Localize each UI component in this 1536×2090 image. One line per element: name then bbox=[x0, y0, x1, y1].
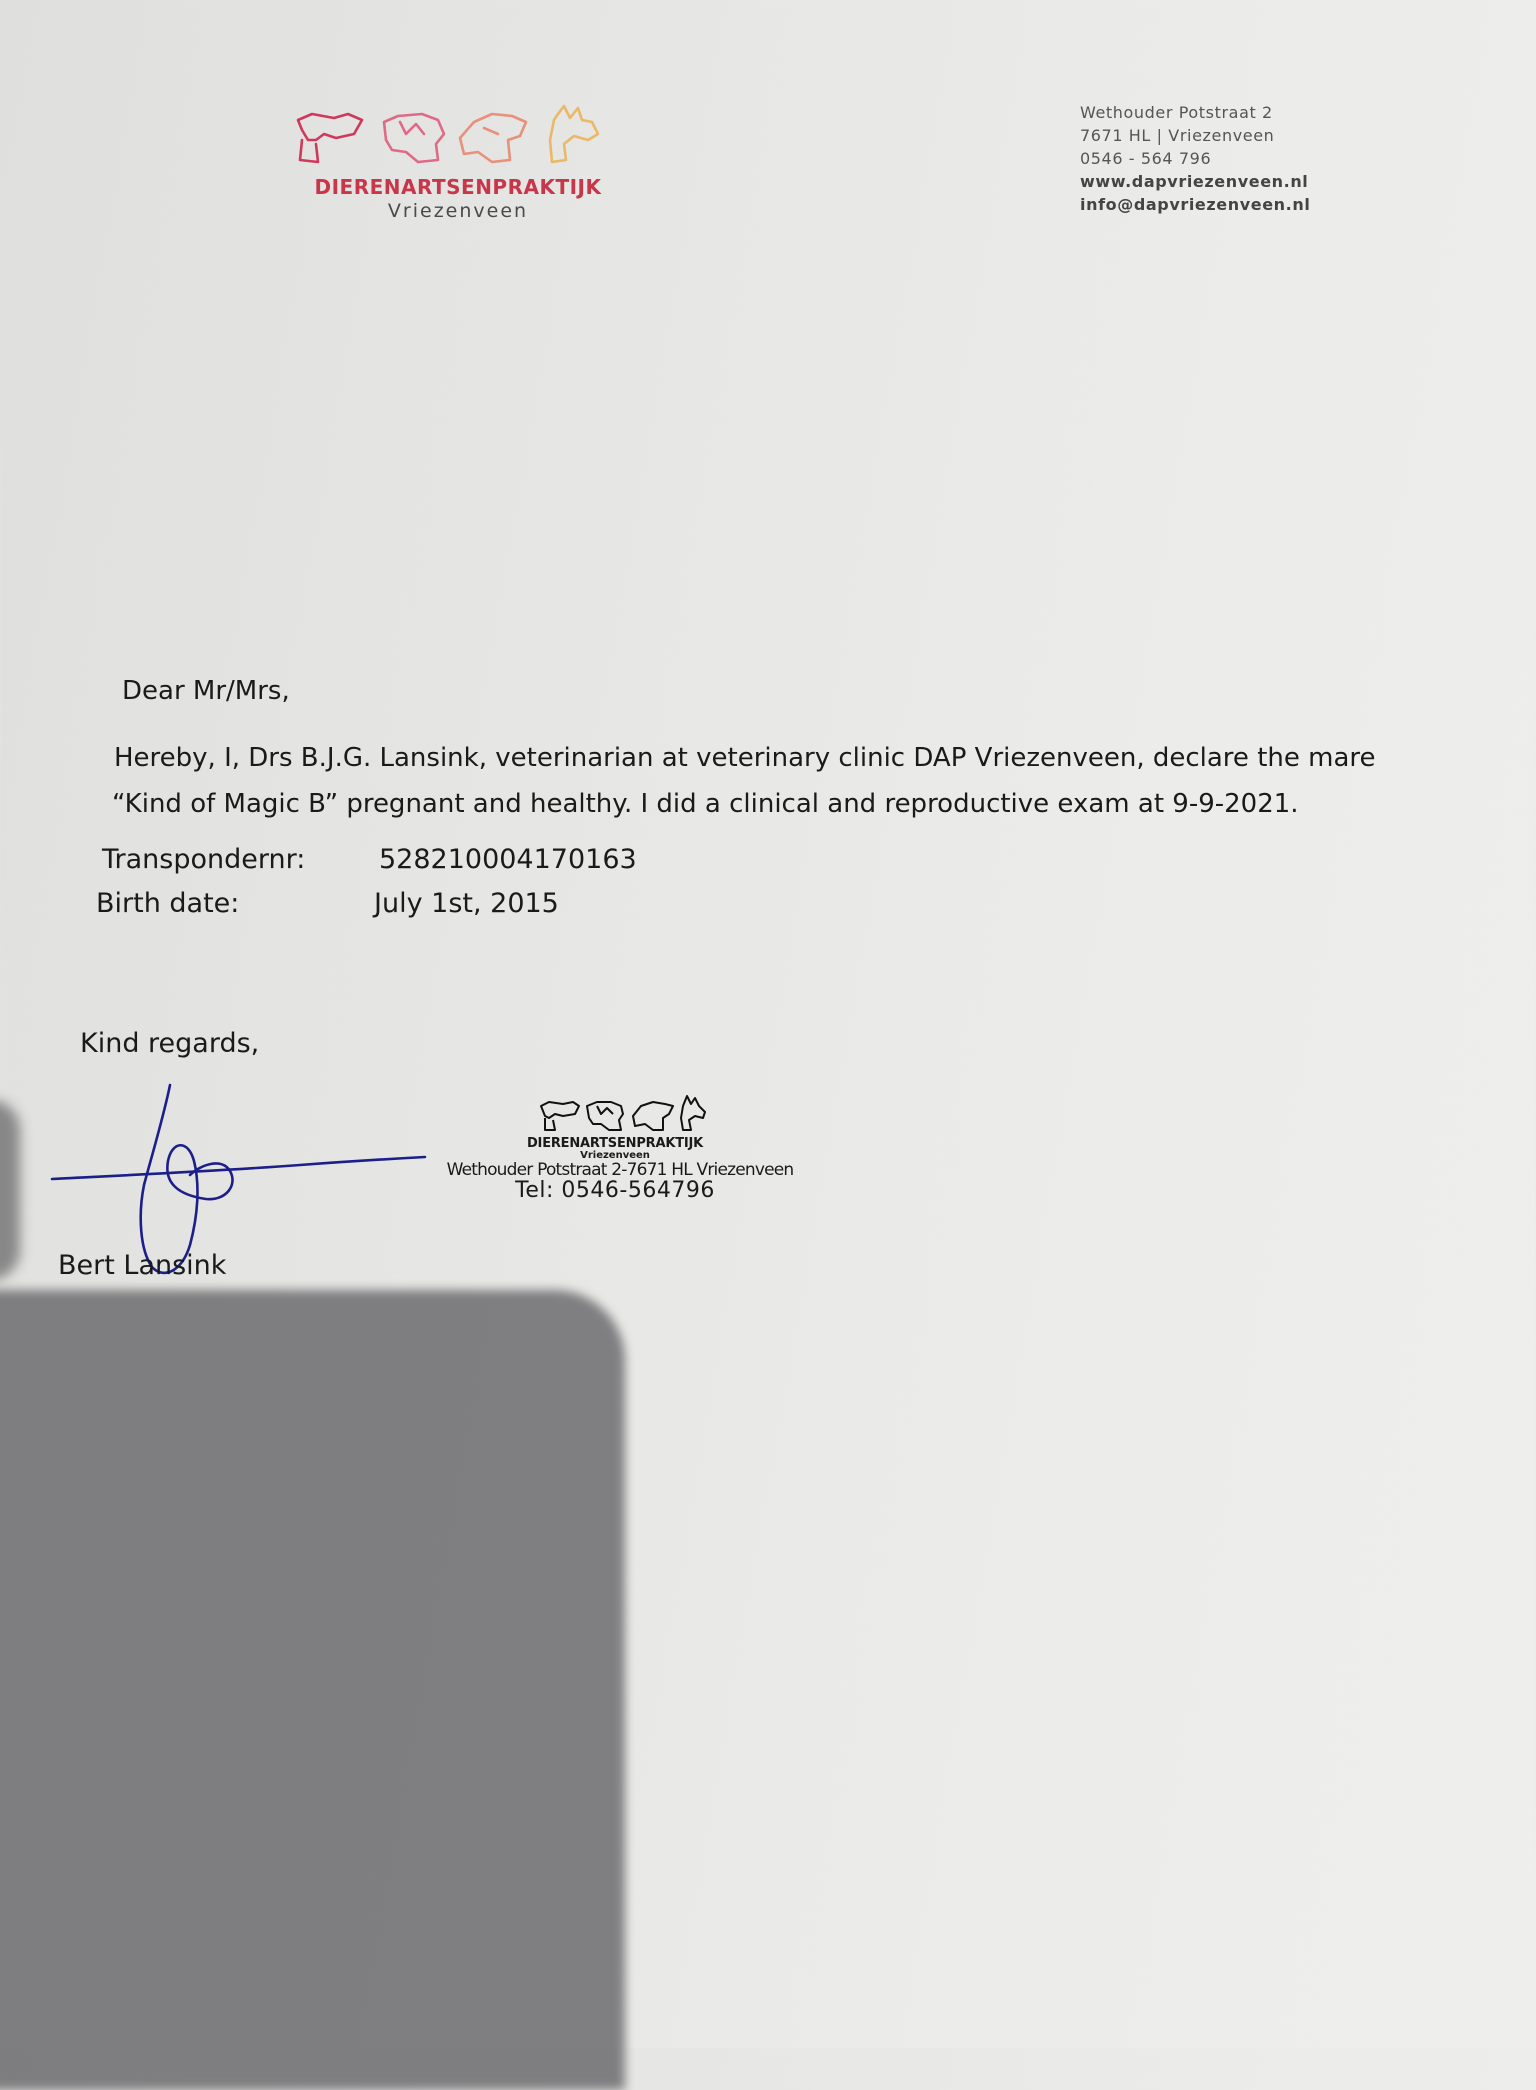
stamp-phone: Tel: 0546-564796 bbox=[515, 1178, 715, 1203]
detail-value: July 1st, 2015 bbox=[374, 888, 559, 919]
closing: Kind regards, bbox=[80, 1028, 260, 1059]
practice-name: DIERENARTSENPRAKTIJK bbox=[314, 175, 602, 199]
practice-logo bbox=[288, 100, 628, 225]
address-line: 0546 - 564 796 bbox=[1080, 149, 1212, 168]
body-line: “Kind of Magic B” pregnant and healthy. I did a clinical and reproductive exam at 9-9-2021. bbox=[112, 789, 1299, 819]
detail-label: Transpondernr: bbox=[102, 844, 306, 875]
stamp-name: DIERENARTSENPRAKTIJK bbox=[526, 1136, 704, 1151]
letter-body bbox=[114, 735, 1454, 827]
shadow-overlay bbox=[0, 1290, 625, 2090]
address-block bbox=[1080, 101, 1340, 216]
animals-logo-icon bbox=[288, 100, 628, 175]
email-link[interactable]: info@dapvriezenveen.nl bbox=[1080, 195, 1311, 214]
address-line: 7671 HL | Vriezenveen bbox=[1080, 126, 1275, 145]
shadow-overlay bbox=[0, 1100, 20, 1280]
practice-town: Vriezenveen bbox=[387, 200, 529, 222]
clinic-stamp bbox=[445, 1094, 794, 1214]
detail-label: Birth date: bbox=[96, 888, 240, 919]
salutation: Dear Mr/Mrs, bbox=[122, 676, 290, 706]
address-line: Wethouder Potstraat 2 bbox=[1080, 103, 1273, 122]
detail-value: 528210004170163 bbox=[379, 844, 637, 875]
signer-name: Bert Lansink bbox=[58, 1250, 227, 1281]
handwritten-signature bbox=[40, 1075, 440, 1275]
stamp-address: Wethouder Potstraat 2-7671 HL Vriezenveen bbox=[446, 1160, 794, 1180]
stamp-town: Vriezenveen bbox=[580, 1150, 650, 1161]
stamp-logo-icon bbox=[537, 1094, 707, 1136]
website-link[interactable]: www.dapvriezenveen.nl bbox=[1080, 172, 1309, 191]
body-line: Hereby, I, Drs B.J.G. Lansink, veterinarian at veterinary clinic DAP Vriezenveen, declare the mare bbox=[114, 743, 1376, 773]
